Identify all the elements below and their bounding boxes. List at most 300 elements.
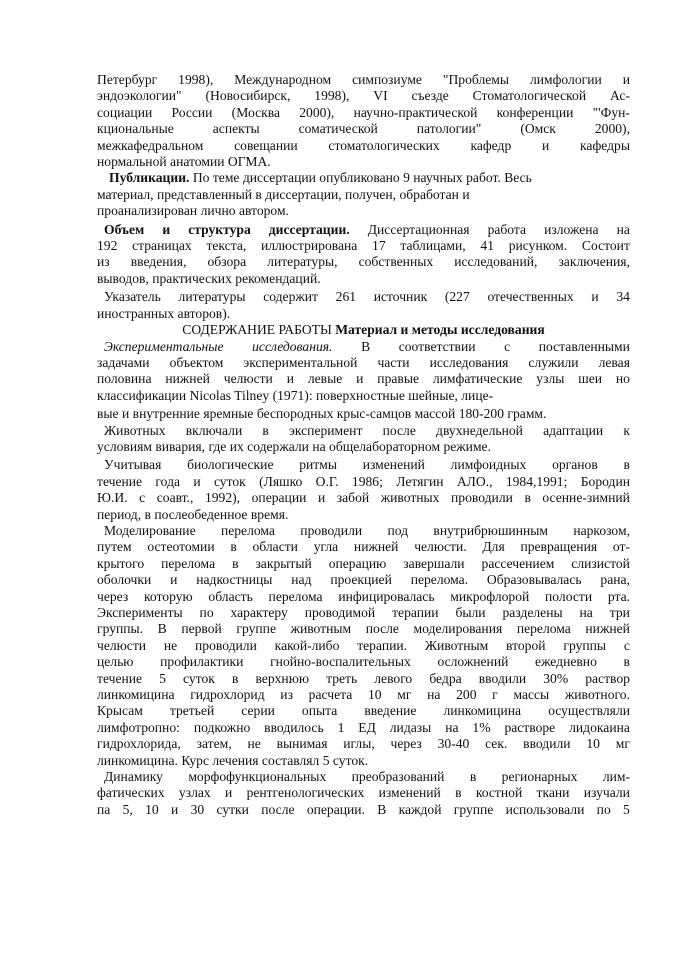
word: рта.	[607, 588, 630, 604]
text-line	[97, 322, 630, 338]
word: Животных	[104, 422, 166, 438]
word: России	[171, 104, 213, 120]
word: второй	[506, 637, 546, 653]
word: кафедры	[580, 137, 630, 153]
text-line	[97, 703, 630, 719]
word: Стоматологической	[472, 88, 587, 104]
word: 261	[335, 289, 357, 305]
word: микрофлорой	[450, 588, 530, 604]
word: Ю.И.	[97, 490, 128, 506]
word: литературы,	[267, 254, 338, 270]
word: левые	[307, 371, 343, 387]
word: осложнений	[437, 654, 509, 670]
word: иллюстрирована	[260, 238, 358, 254]
word: лидокаина	[569, 719, 630, 735]
word: первой	[181, 621, 222, 637]
text-line	[97, 222, 630, 238]
word: крытого	[97, 555, 145, 571]
word: закрытый	[255, 555, 312, 571]
word: животным	[290, 621, 352, 637]
word: надкостницы	[196, 572, 273, 588]
word: Животным	[424, 637, 489, 653]
text-line	[97, 539, 630, 555]
word: из	[280, 687, 293, 703]
word: структура	[188, 221, 251, 237]
word: сутки	[216, 801, 249, 817]
word: 2000),	[594, 121, 630, 137]
word: 5	[623, 801, 630, 817]
word: соматической	[298, 121, 378, 137]
text-line	[97, 306, 630, 322]
word: третьей	[169, 703, 215, 719]
word: ЕД	[358, 719, 376, 735]
word: Международном	[234, 72, 332, 87]
word: Моделирование	[104, 522, 196, 538]
word: текста,	[206, 238, 247, 254]
word: инфицировалась	[338, 588, 435, 604]
word: и	[622, 72, 630, 87]
word: мг	[397, 687, 412, 703]
word: изменений	[378, 785, 441, 801]
word: иглы,	[343, 736, 375, 752]
word: профилактики	[160, 654, 244, 670]
word: перелома.	[410, 572, 469, 588]
word: и	[170, 572, 178, 588]
text-line	[97, 556, 630, 572]
word: лимфологии	[529, 72, 602, 87]
word: исследования.	[252, 338, 333, 354]
word: в	[469, 769, 477, 785]
word: в	[262, 422, 269, 438]
word: операцию	[328, 555, 387, 571]
word: левая	[598, 354, 630, 370]
text-line	[97, 371, 630, 387]
word: в	[230, 539, 237, 555]
word: 34	[616, 289, 630, 305]
word: кциональные	[97, 121, 174, 137]
word: мг	[615, 736, 630, 752]
text-line	[97, 474, 630, 490]
word: через	[97, 588, 129, 604]
text-line	[97, 802, 630, 818]
word: расчета	[308, 687, 353, 703]
word: после	[261, 801, 295, 817]
word: научно-практической	[353, 104, 478, 120]
word: но	[615, 371, 630, 387]
word: перелома	[220, 522, 275, 538]
word: собственных	[358, 254, 434, 270]
word: "Проблемы	[442, 72, 510, 87]
segment-text: СОДЕРЖАНИЕ РАБОТЫ	[182, 322, 336, 338]
word: введения,	[130, 254, 187, 270]
word: с	[139, 490, 146, 506]
word: завершали	[403, 555, 465, 571]
word: не	[247, 736, 261, 752]
word: гидрохлорида,	[97, 736, 181, 752]
word: нижней	[585, 621, 630, 637]
word: группе	[236, 621, 276, 637]
word: Экспериментальные	[104, 338, 224, 354]
word: операции	[251, 490, 307, 506]
word: биологические	[187, 457, 274, 473]
word: шеи	[578, 371, 603, 387]
word: течение	[97, 670, 143, 686]
word: моделирования	[413, 621, 503, 637]
word: страницах	[132, 238, 192, 254]
word: Динамику	[104, 769, 163, 785]
word: па	[97, 801, 111, 817]
text-line	[97, 572, 630, 588]
word: симпозиуме	[352, 72, 422, 87]
text-line	[97, 457, 630, 473]
text-line	[97, 736, 630, 752]
text-line	[97, 355, 630, 371]
word: двухнедельной	[436, 422, 523, 438]
word: (Москва	[231, 104, 280, 120]
word: Учитывая	[104, 457, 162, 473]
text-line	[97, 523, 630, 539]
word: в	[623, 457, 630, 473]
word: 1986;	[351, 473, 383, 489]
word: три	[609, 605, 630, 620]
word: проводили	[451, 490, 513, 506]
word: использовали	[505, 801, 585, 817]
text-line	[97, 203, 630, 219]
text-line	[97, 605, 630, 621]
word: Образовывалась	[486, 572, 582, 588]
word: целью	[97, 654, 134, 670]
word: перелома	[161, 555, 216, 571]
word: рисунком.	[508, 238, 568, 254]
text-line	[97, 105, 630, 121]
word: рассечением	[481, 555, 555, 571]
word: половина	[97, 371, 152, 387]
word: через	[390, 736, 422, 752]
word: костной	[475, 785, 523, 801]
word: по	[596, 801, 611, 817]
word: узлах	[178, 785, 211, 801]
word: 192	[97, 238, 118, 254]
word: стоматологических	[328, 137, 440, 153]
word: лидазы	[389, 719, 432, 735]
text-line	[97, 753, 630, 769]
line-text: линкомицина. Курс лечения составлял 5 суток.	[97, 752, 369, 768]
word: вводили	[478, 670, 527, 686]
text-line	[97, 388, 630, 404]
word: 30-40	[437, 736, 470, 752]
word: проводили	[195, 637, 257, 653]
word: исследования	[429, 354, 509, 370]
word: путем	[97, 539, 132, 555]
word: животных	[380, 490, 440, 506]
word: лимфатические	[432, 371, 523, 387]
word: Летягин	[396, 473, 444, 489]
word: таблицами,	[400, 238, 466, 254]
word: операции.	[306, 801, 365, 817]
word: кафедр	[470, 137, 512, 153]
word: суток	[183, 670, 215, 686]
word: течение	[97, 473, 143, 489]
word: Состоит	[581, 238, 630, 254]
text-line	[97, 170, 630, 186]
word: 2000),	[299, 104, 335, 120]
word: межкафедральном	[97, 137, 204, 153]
word: области	[252, 539, 298, 555]
word: с	[623, 637, 630, 653]
word: Бородин	[580, 473, 630, 489]
word: включали	[185, 422, 243, 438]
word: левого	[374, 670, 413, 686]
word: рана,	[600, 572, 630, 588]
word: группы	[563, 637, 607, 653]
word: (227	[444, 289, 470, 305]
word: социации	[97, 104, 153, 120]
word: и	[286, 371, 294, 387]
word: характеру	[230, 605, 288, 620]
word: под	[387, 522, 409, 538]
word: 1984,1991;	[505, 473, 568, 489]
word: на	[579, 605, 593, 620]
word: заключения,	[558, 254, 630, 270]
word: 1998),	[178, 72, 214, 87]
word: исследований,	[454, 254, 538, 270]
word: Ас-	[609, 88, 630, 104]
word: сек.	[485, 736, 508, 752]
word: АЛО.,	[456, 473, 493, 489]
text-line	[97, 88, 630, 104]
word: содержит	[263, 289, 318, 305]
word: с	[504, 338, 511, 354]
word: каждой	[398, 801, 442, 817]
word: аспекты	[212, 121, 260, 137]
word: адаптации	[543, 422, 604, 438]
word: терапии	[392, 605, 439, 620]
word: животного.	[564, 687, 630, 703]
word: Эксперименты	[97, 605, 183, 620]
word: и	[171, 801, 179, 817]
word: ежедневно	[535, 654, 597, 670]
text-line	[97, 154, 630, 170]
word: линкомицина	[97, 687, 175, 703]
text-line	[97, 423, 630, 439]
word: группе	[453, 801, 494, 817]
word: массы	[513, 687, 550, 703]
word: нижней	[353, 539, 399, 555]
word: 10	[367, 687, 382, 703]
word: 1	[337, 719, 345, 735]
word: раствор	[585, 670, 630, 686]
word: разделены	[502, 605, 563, 620]
text-line	[97, 769, 630, 785]
text-line	[97, 785, 630, 801]
word: и	[356, 371, 364, 387]
word: органов	[552, 457, 598, 473]
word: и	[317, 490, 326, 506]
word: перелома	[516, 621, 571, 637]
word: 10	[145, 801, 159, 817]
word: область	[208, 588, 253, 604]
word: на	[427, 687, 441, 703]
line-text: период, в послеобеденное время.	[97, 506, 289, 522]
word: (Новосибирск,	[205, 88, 291, 104]
word: линкомицина	[443, 703, 522, 719]
text-line	[97, 121, 630, 137]
word: в	[232, 555, 239, 571]
word: 1%	[472, 719, 491, 735]
word: патологии"	[416, 121, 482, 137]
line-text: вые и внутренние яремные беспородных крыс-самцов массой 180-200 грамм.	[97, 406, 547, 422]
word: над	[291, 572, 312, 588]
line-text: проанализирован лично автором.	[97, 203, 289, 219]
word: преобразований	[351, 769, 445, 785]
text-line	[97, 638, 630, 654]
word: 30	[190, 801, 205, 817]
word: 1998),	[314, 88, 350, 104]
word: и	[591, 289, 599, 305]
line-text: выводов, практических рекомендаций.	[97, 270, 321, 286]
word: группы.	[97, 621, 144, 637]
word: по	[199, 605, 214, 620]
word: к	[623, 422, 630, 438]
word: в	[524, 490, 531, 506]
word: треть	[326, 670, 358, 686]
bold-heading: Публикации.	[109, 170, 190, 186]
word: 30%	[543, 670, 569, 686]
word: обзора	[207, 254, 247, 270]
word: и	[162, 221, 171, 237]
text-line	[97, 72, 630, 88]
word: были	[455, 605, 486, 620]
text-line	[97, 138, 630, 154]
word: от-	[612, 539, 630, 555]
word: 41	[480, 238, 495, 254]
word: задачами	[97, 354, 150, 370]
word: 200	[456, 687, 477, 703]
word: подкожно	[193, 719, 251, 735]
line-text: нормальной анатомии ОГМА.	[97, 154, 271, 170]
word: изложена	[544, 221, 599, 237]
word: опыта	[301, 703, 338, 719]
word: осуществляли	[548, 703, 630, 719]
bold-heading: Материал и методы исследования	[335, 322, 545, 338]
word: гнойно-воспалительных	[270, 654, 411, 670]
text-line	[97, 406, 630, 422]
word: лим-	[602, 769, 630, 785]
text-line	[97, 271, 630, 287]
word: забой	[336, 490, 370, 506]
word: соавт.,	[156, 490, 194, 506]
word: верхнюю	[255, 670, 310, 686]
word: Для	[482, 539, 505, 555]
word: (Омск	[520, 121, 556, 137]
word: после	[365, 621, 399, 637]
word: и	[542, 137, 550, 153]
word: О.Г.	[315, 473, 339, 489]
word: внутрибрюшинным	[433, 522, 548, 538]
word: полости	[545, 588, 593, 604]
line-text	[182, 322, 544, 338]
word: конференции	[496, 104, 574, 120]
text-line	[97, 507, 630, 523]
word: В	[157, 621, 167, 637]
line-text: условиям вивария, где их содержали на общелабораторном режиме.	[97, 438, 491, 454]
word: вынимая	[276, 736, 328, 752]
word: объектом	[169, 354, 224, 370]
word: фатических	[97, 785, 165, 801]
word: съезде	[411, 88, 449, 104]
word: на	[616, 221, 630, 237]
word: затем,	[196, 736, 232, 752]
word: челюсти.	[414, 539, 467, 555]
line-text: классификации Nicolas Tilney (1971): поверхностные шейные, лице-	[97, 387, 494, 403]
word: 5	[159, 670, 166, 686]
line-text: материал, представленный в диссертации, получен, обработан и	[97, 186, 470, 202]
word: литературы	[178, 289, 246, 305]
segment-text: По теме диссертации опубликовано 9 научных работ. Весь	[189, 170, 532, 186]
word: ткани	[536, 785, 570, 801]
word: гидрохлорид	[190, 687, 265, 703]
word: и	[193, 473, 201, 489]
word: изменений	[362, 457, 425, 473]
line-text	[109, 170, 532, 186]
word: отечественных	[487, 289, 574, 305]
word: Указатель	[104, 289, 161, 305]
word: В	[361, 338, 371, 354]
word: в	[231, 670, 239, 686]
word: вводилось	[264, 719, 324, 735]
word: из	[97, 254, 110, 270]
word: Крысам	[97, 703, 143, 719]
word: в	[455, 785, 462, 801]
word: работа	[487, 221, 527, 237]
word: растворе	[504, 719, 556, 735]
word: VI	[373, 88, 388, 104]
word: проекцией	[330, 572, 392, 588]
word: лимфотропно:	[97, 719, 180, 735]
word: угла	[313, 539, 339, 555]
word: ритмы	[299, 457, 337, 473]
text-line	[97, 671, 630, 687]
text-line	[97, 439, 630, 455]
word: совещании	[234, 137, 298, 153]
word: лимфоидных	[450, 457, 527, 473]
word: 1992),	[204, 490, 241, 506]
word: узлы	[536, 371, 565, 387]
word: какой-либо	[274, 637, 340, 653]
word: превращения	[520, 539, 598, 555]
word: В	[377, 801, 387, 817]
word: части	[377, 354, 410, 370]
word: рентгенологических	[246, 785, 365, 801]
word: проводили	[300, 522, 363, 538]
text-line	[97, 621, 630, 637]
word: перелома	[268, 588, 323, 604]
text-line	[97, 289, 630, 305]
word: 5,	[122, 801, 133, 817]
word: терапии.	[357, 637, 408, 653]
text-line	[97, 720, 630, 736]
word: эксперимент	[289, 422, 363, 438]
word: 17	[372, 238, 386, 254]
word: серии	[241, 703, 275, 719]
document-page	[97, 72, 630, 818]
word: "'Фун-	[592, 104, 630, 120]
text-line	[97, 339, 630, 355]
word: суток	[213, 473, 246, 489]
word: г	[492, 687, 498, 703]
word: не	[163, 637, 178, 653]
text-line	[97, 654, 630, 670]
